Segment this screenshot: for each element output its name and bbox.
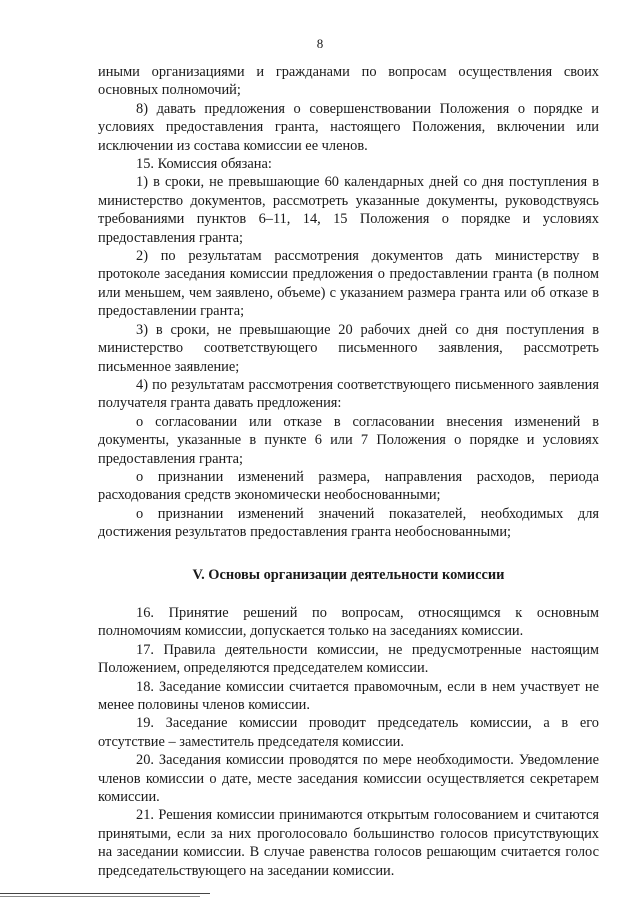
- paragraph: 3) в сроки, не превышающие 20 рабочих дней со дня поступления в министерство соответствующего письменного заявления, рассмотреть письменное заявление;: [98, 321, 599, 375]
- page-number: 8: [316, 36, 324, 51]
- document-body: [98, 63, 599, 880]
- paragraph: 16. Принятие решений по вопросам, относящимся к основным полномочиям комиссии, допускается только на заседаниях комиссии.: [98, 604, 599, 640]
- footer-rule: [0, 893, 210, 894]
- paragraph: 1) в сроки, не превышающие 60 календарных дней со дня поступления в министерство документов, рассмотреть указанные документы, руководствуясь требованиями пунктов 6–11, 14, 15 Положения о порядке и условиях предоставления гранта;: [98, 174, 599, 246]
- paragraph: 2) по результатам рассмотрения документов дать министерству в протоколе заседания комиссии предложения о предоставлении гранта (в полном или меньшем, чем заявлено, объеме) с указанием размера гранта или об отказе в предоставлении гранта;: [98, 248, 599, 320]
- paragraph: о признании изменений размера, направления расходов, периода расходования средств экономически необоснованными;: [98, 468, 599, 504]
- paragraph: 18. Заседание комиссии считается правомочным, если в нем участвует не менее половины членов комиссии.: [98, 678, 599, 713]
- paragraph: 20. Заседания комиссии проводятся по мере необходимости. Уведомление членов комиссии о дате, месте заседания комиссии осуществляется секретарем комиссии.: [98, 752, 599, 806]
- section-heading: V. Основы организации деятельности комиссии: [192, 566, 505, 583]
- paragraph: о признании изменений значений показателей, необходимых для достижения результатов предоставления гранта необоснованными;: [98, 505, 599, 541]
- footer-rule-secondary: [0, 896, 200, 897]
- paragraph: 19. Заседание комиссии проводит председатель комиссии, а в его отсутствие – заместитель председателя комиссии.: [98, 715, 599, 750]
- paragraph: иными организациями и гражданами по вопросам осуществления своих основных полномочий;: [98, 64, 599, 99]
- paragraph: 4) по результатам рассмотрения соответствующего письменного заявления получателя гранта давать предложения:: [98, 376, 599, 412]
- paragraph: 17. Правила деятельности комиссии, не предусмотренные настоящим Положением, определяются председателем комиссии.: [98, 641, 599, 677]
- paragraph: о согласовании или отказе в согласовании внесения изменений в документы, указанные в пункте 6 или 7 Положения о порядке и условиях предоставления гранта;: [98, 413, 599, 467]
- paragraph: 15. Комиссия обязана:: [136, 156, 272, 173]
- paragraph: 8) давать предложения о совершенствовании Положения о порядке и условиях предоставления гранта, настоящего Положения, включении или исключении из состава комиссии ее членов.: [98, 100, 599, 154]
- paragraph: 21. Решения комиссии принимаются открытым голосованием и считаются принятыми, если за них проголосовало большинство голосов присутствующих на заседании комиссии. В случае равенства голосов решающим считается голос председательствующего на заседании комиссии.: [98, 807, 599, 879]
